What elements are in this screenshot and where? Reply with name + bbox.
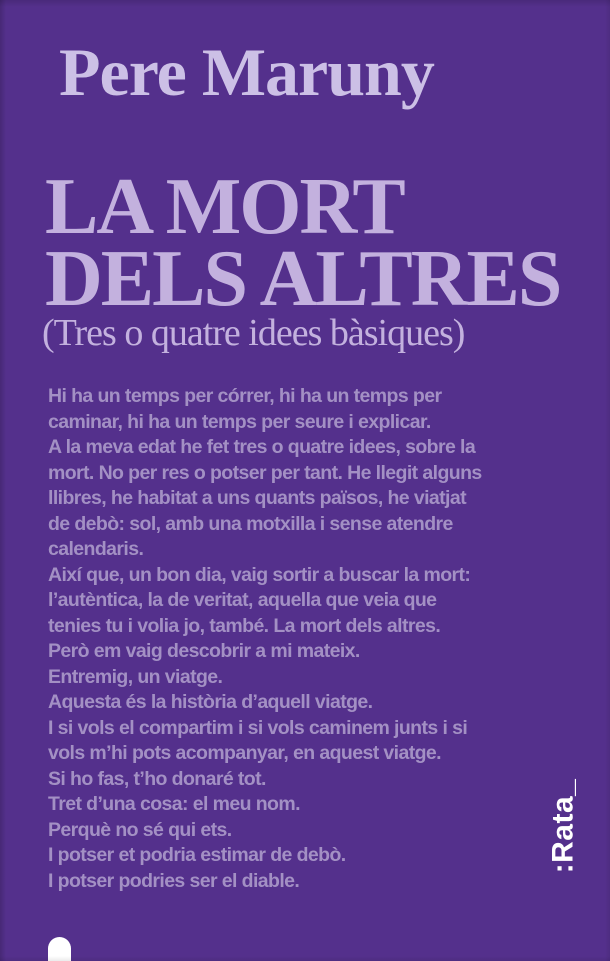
body-line: Entremig, un viatge. — [48, 665, 223, 688]
body-line: I potser et podria estimar de debò. — [48, 844, 346, 866]
body-line: caminar, hi ha un temps per seure i explicar. — [48, 410, 431, 433]
title-line-2: DELS ALTRES — [45, 235, 561, 323]
body-line: A la meva edat he fet tres o quatre idees, sobre la — [48, 436, 476, 458]
body-line: Tret d’una cosa: el meu nom. — [48, 793, 300, 815]
body-line: vols m’hi pots acompanyar, en aquest viatge. — [48, 742, 441, 764]
body-line: Hi ha un temps per córrer, hi ha un temps per — [48, 385, 442, 407]
body-line: I potser podries ser el diable. — [48, 869, 300, 892]
body-line: tenies tu i volia jo, també. La mort dels altres. — [48, 614, 441, 637]
body-line: mort. No per res o potser per tant. He llegit alguns — [48, 461, 482, 484]
edge-shadow-bottom — [0, 956, 610, 961]
body-line: llibres, he habitat a uns quants països, he viatjat — [48, 487, 467, 509]
bookmark-icon — [48, 937, 71, 961]
book-subtitle: (Tres o quatre idees bàsiques) — [42, 312, 465, 354]
edge-shadow-top — [0, 0, 610, 7]
book-title — [45, 163, 561, 323]
body-line: calendaris. — [48, 538, 144, 560]
body-line: Així que, un bon dia, vaig sortir a buscar la mort: — [48, 563, 471, 586]
body-line: I si vols el compartim i si vols caminem junts i si — [48, 716, 468, 739]
body-line: Aquesta és la història d’aquell viatge. — [48, 691, 373, 713]
edge-shadow-right — [605, 0, 610, 961]
author-name: Pere Maruny — [59, 34, 434, 110]
body-line: Si ho fas, t’ho donaré tot. — [48, 767, 266, 790]
body-text — [48, 384, 482, 894]
body-line: de debò: sol, amb una motxilla i sense atendre — [48, 512, 453, 535]
publisher-logo: :Rata_ — [546, 778, 580, 874]
edge-shadow-left — [0, 0, 6, 961]
body-line: Però em vaig descobrir a mi mateix. — [48, 640, 360, 662]
body-line: l’autèntica, la de veritat, aquella que veia que — [48, 589, 437, 611]
title-line-1: LA MORT — [45, 163, 404, 251]
body-line: Perquè no sé qui ets. — [48, 818, 232, 841]
